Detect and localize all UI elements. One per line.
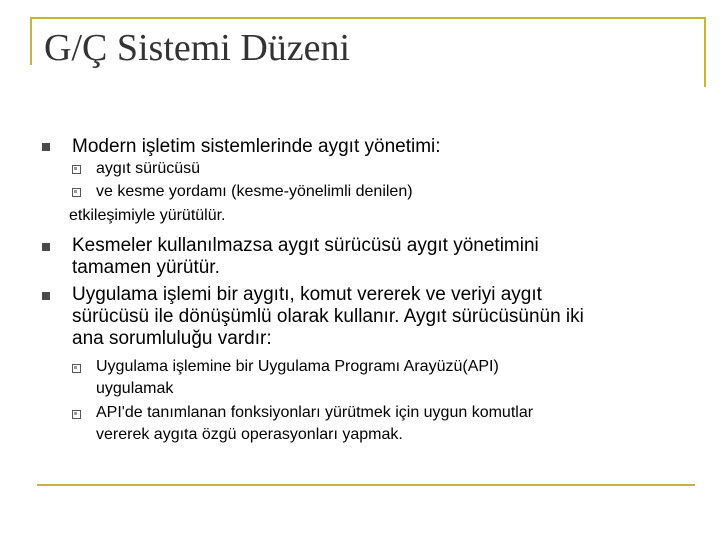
- bullet-3-line-3: ana sorumluluğu vardır:: [72, 328, 272, 349]
- bullet-1-sub-1: aygıt sürücüsü: [96, 160, 201, 177]
- bullet-3-sub-1-line-1: Uygulama işlemine bir Uygulama Programı Arayüzü(API): [96, 358, 499, 375]
- frame-right-line: [704, 17, 706, 87]
- bullet-3-line-2: sürücüsü ile dönüşümlü olarak kullanır. Aygıt sürücüsünün iki: [72, 306, 584, 327]
- bullet-3-sub-2-line-1: API'de tanımlanan fonksiyonları yürütmek için uygun komutlar: [96, 404, 534, 421]
- slide-title: G/Ç Sistemi Düzeni: [44, 27, 351, 69]
- hollow-square-icon: [72, 165, 81, 174]
- frame-bottom-line: [37, 484, 695, 486]
- hollow-square-icon: [72, 188, 81, 197]
- bullet-square-icon: [42, 143, 50, 151]
- bullet-1-text: Modern işletim sistemlerinde aygıt yönetimi:: [72, 136, 441, 157]
- bullet-2-line-1: Kesmeler kullanılmazsa aygıt sürücüsü aygıt yönetimini: [72, 235, 539, 256]
- bullet-square-icon: [42, 243, 50, 251]
- hollow-square-icon: [72, 410, 81, 419]
- bullet-1-sub-2: ve kesme yordamı (kesme-yönelimli denilen): [96, 183, 413, 200]
- frame-top-line: [30, 17, 705, 19]
- bullet-1-continuation: etkileşimiyle yürütülür.: [69, 207, 226, 224]
- bullet-3-sub-1-line-2: uygulamak: [96, 380, 174, 397]
- bullet-square-icon: [42, 292, 50, 300]
- bullet-3-sub-2-line-2: vererek aygıta özgü operasyonları yapmak.: [96, 426, 403, 443]
- bullet-3-line-1: Uygulama işlemi bir aygıtı, komut vererek ve veriyi aygıt: [72, 284, 542, 305]
- hollow-square-icon: [72, 364, 81, 373]
- bullet-2-line-2: tamamen yürütür.: [72, 257, 220, 278]
- frame-left-line: [30, 17, 32, 65]
